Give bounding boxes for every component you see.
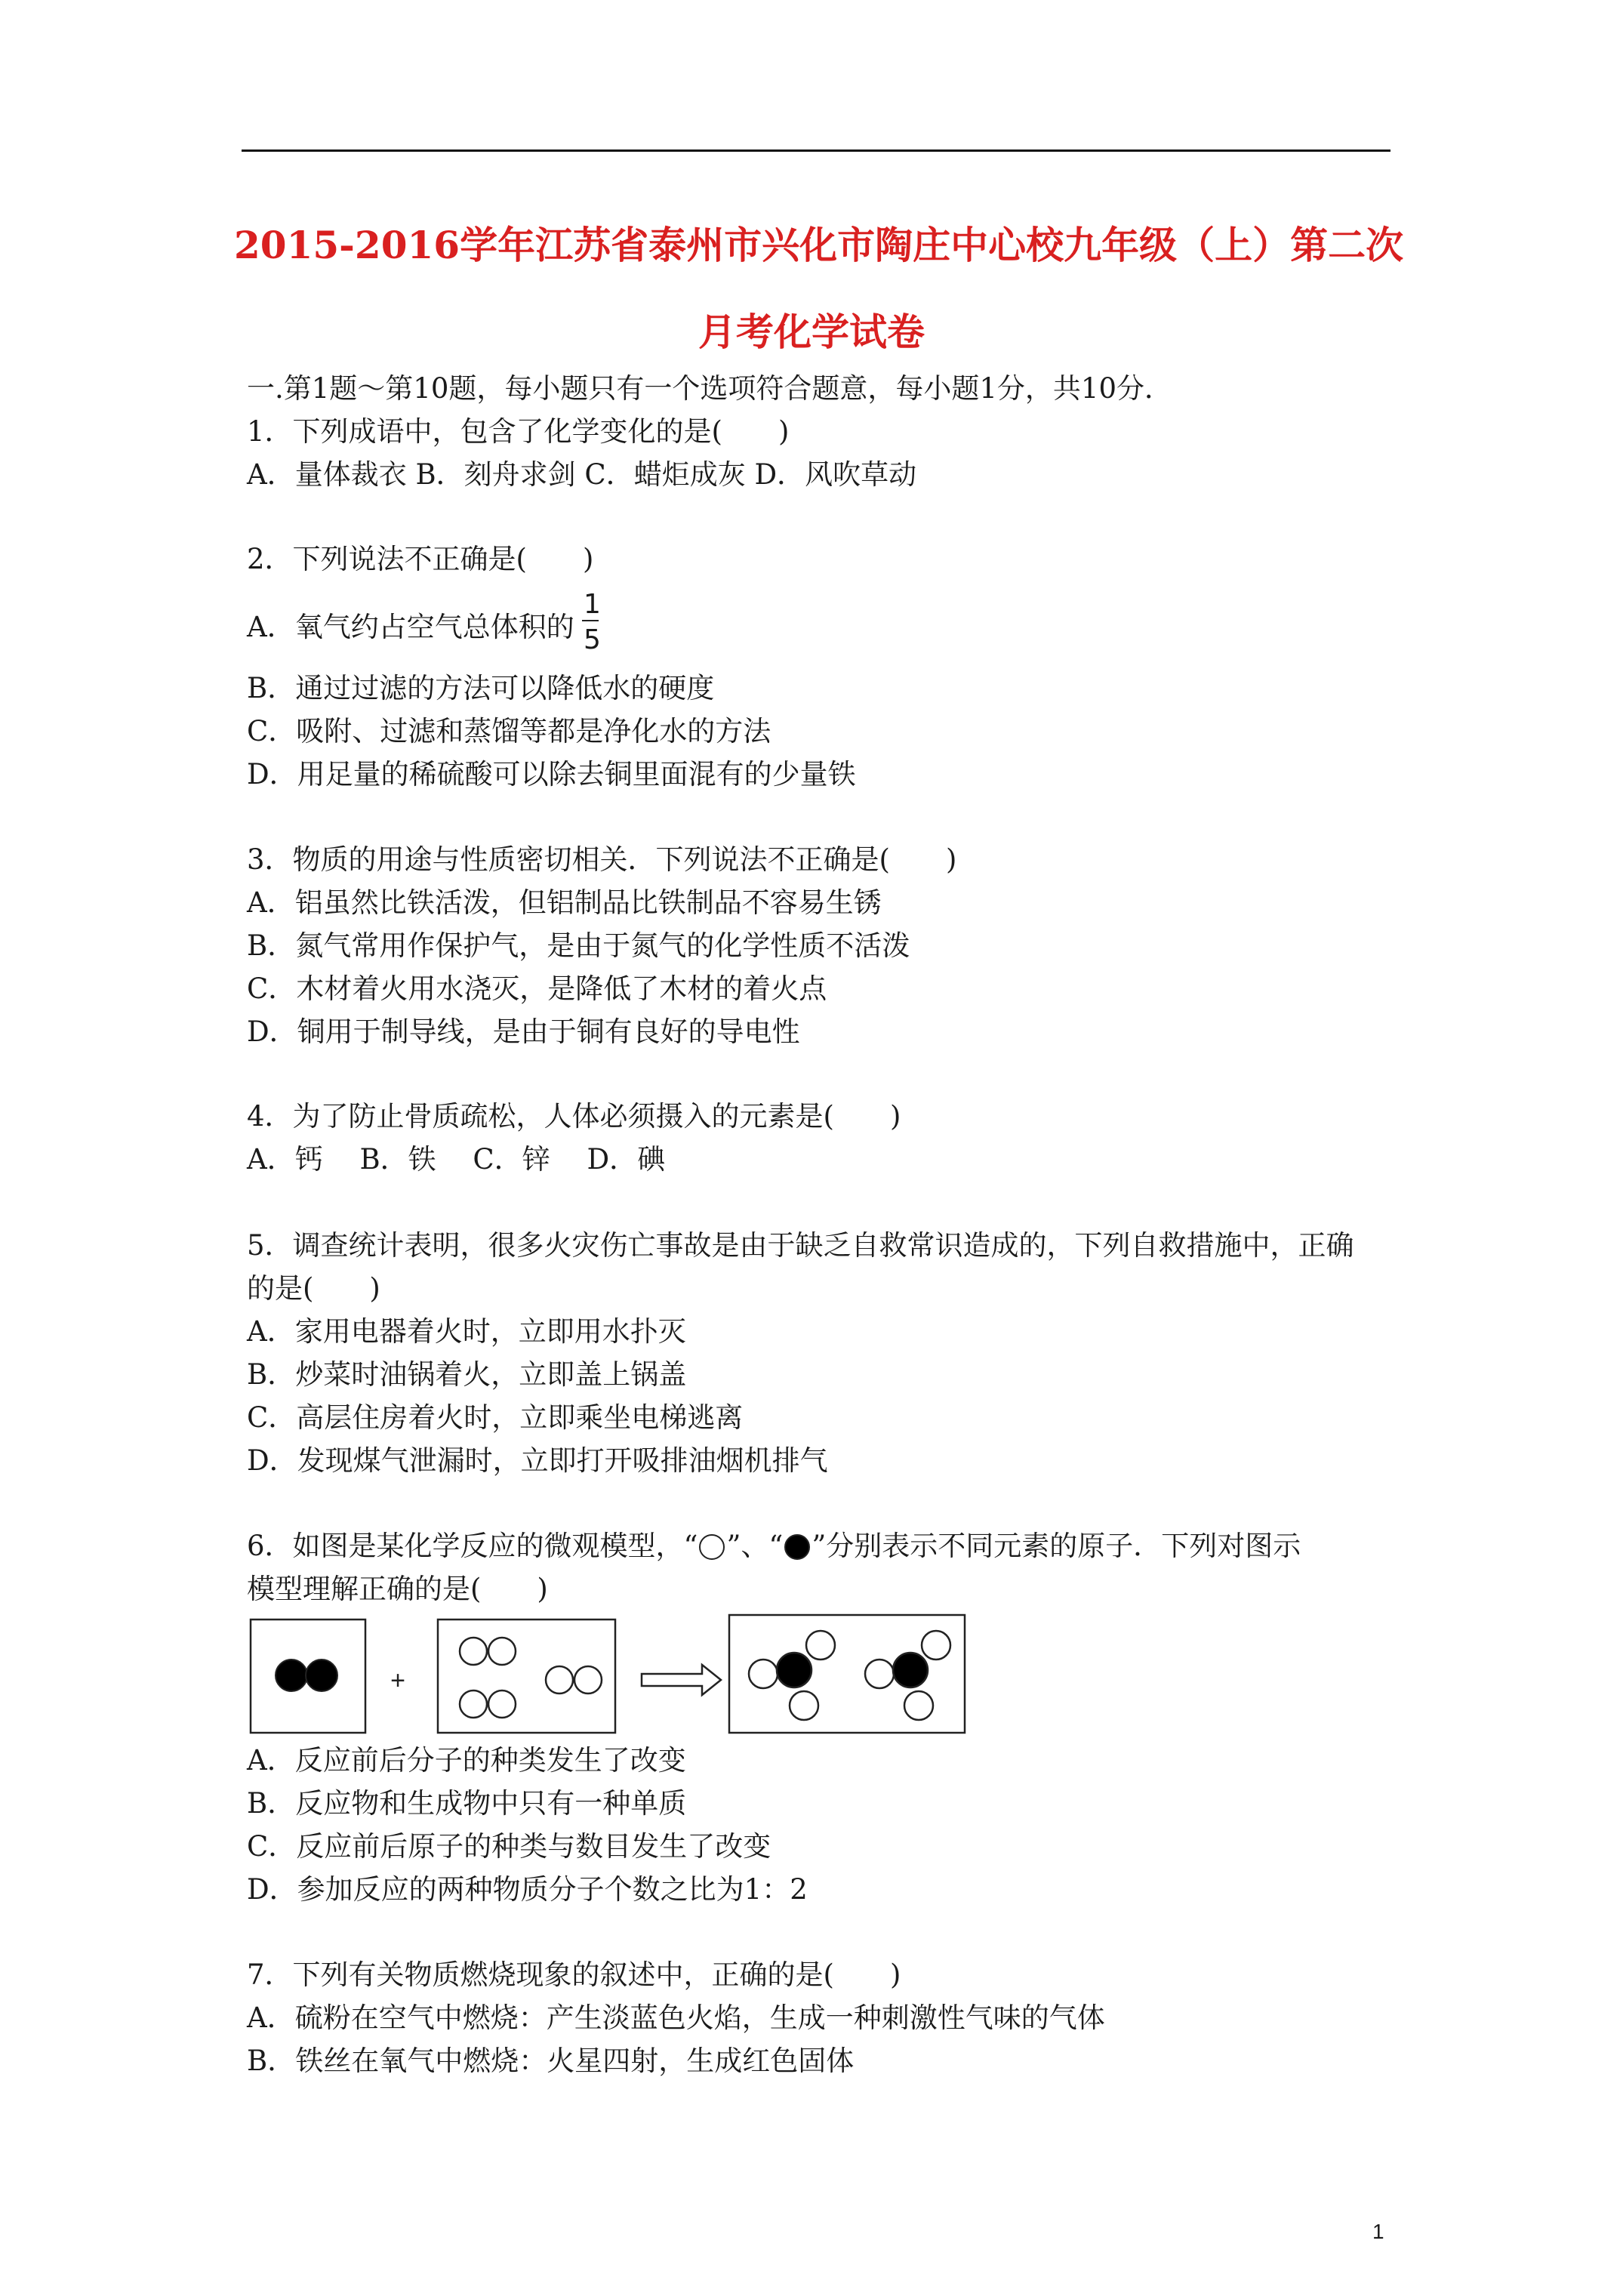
reaction-arrow [642, 1665, 721, 1695]
question-3-option-d: D．铜用于制导线，是由于铜有良好的导电性 [247, 1015, 800, 1048]
question-2-option-a: A．氧气约占空气总体积的 [247, 611, 574, 643]
question-1-stem: 1．下列成语中，包含了化学变化的是( ) [247, 415, 790, 448]
section-heading: 一.第1题～第10题，每小题只有一个选项符合题意，每小题1分，共10分． [247, 372, 1173, 405]
fraction-numerator: 1 [584, 589, 601, 620]
black-molecule [276, 1660, 337, 1691]
question-4-options: A．钙 B．铁 C．锌 D．碘 [247, 1143, 666, 1176]
question-6-option-a: A．反应前后分子的种类发生了改变 [247, 1744, 686, 1777]
white-molecules [460, 1638, 602, 1718]
fraction-bar [582, 620, 599, 621]
product-molecule-2 [865, 1631, 950, 1720]
header-rule [242, 149, 1390, 152]
product-molecule-1 [749, 1631, 835, 1720]
page-title-line-1: 2015-2016学年江苏省泰州市兴化市陶庄中心校九年级（上）第二次 [234, 223, 1404, 267]
question-3-stem: 3．物质的用途与性质密切相关．下列说法不正确是( ) [247, 843, 957, 876]
question-6-stem-cont: 模型理解正确的是( ) [247, 1573, 548, 1605]
question-6-stem-c: ”分别表示不同元素的原子．下列对图示 [812, 1530, 1301, 1562]
question-5-stem-cont: 的是( ) [247, 1272, 380, 1305]
white-atom-icon [699, 1534, 725, 1560]
question-4-stem: 4．为了防止骨质疏松，人体必须摄入的元素是( ) [247, 1100, 901, 1133]
question-7-option-b: B．铁丝在氧气中燃烧：火星四射，生成红色固体 [247, 2045, 855, 2077]
question-6-option-d: D．参加反应的两种物质分子个数之比为1：2 [247, 1873, 808, 1906]
black-atom [306, 1660, 337, 1691]
question-7-stem: 7．下列有关物质燃烧现象的叙述中，正确的是( ) [247, 1959, 901, 1991]
black-atom-icon [784, 1534, 810, 1560]
plus-sign: + [390, 1666, 405, 1695]
question-5-option-a: A．家用电器着火时，立即用水扑灭 [247, 1315, 686, 1348]
page-title-line-2: 月考化学试卷 [698, 310, 925, 354]
question-5-option-b: B．炒菜时油锅着火，立即盖上锅盖 [247, 1358, 687, 1391]
question-5-stem: 5．调查统计表明，很多火灾伤亡事故是由于缺乏自救常识造成的，下列自救措施中，正确 [247, 1229, 1354, 1262]
question-2-option-d: D．用足量的稀硫酸可以除去铜里面混有的少量铁 [247, 758, 856, 791]
question-1-options: A．量体裁衣 B．刻舟求剑 C．蜡炬成灰 D．风吹草动 [247, 458, 917, 491]
question-6-option-b: B．反应物和生成物中只有一种单质 [247, 1787, 687, 1820]
question-2-option-b: B．通过过滤的方法可以降低水的硬度 [247, 672, 715, 704]
question-3-option-a: A．铝虽然比铁活泼，但铝制品比铁制品不容易生锈 [247, 886, 882, 919]
question-6-stem-b: ”、“ [726, 1530, 784, 1562]
question-3-option-b: B．氮气常用作保护气，是由于氮气的化学性质不活泼 [247, 929, 910, 962]
page-number: 1 [1372, 2220, 1384, 2243]
question-2-stem: 2．下列说法不正确是( ) [247, 543, 594, 575]
question-6-stem-a: 6．如图是某化学反应的微观模型，“ [247, 1530, 698, 1562]
question-6-option-c: C．反应前后原子的种类与数目发生了改变 [247, 1830, 771, 1863]
question-7-option-a: A．硫粉在空气中燃烧：产生淡蓝色火焰，生成一种刺激性气味的气体 [247, 2002, 1105, 2034]
black-atom [276, 1660, 307, 1691]
question-6-stem [247, 1532, 1301, 1560]
question-5-option-d: D．发现煤气泄漏时，立即打开吸排油烟机排气 [247, 1444, 828, 1477]
question-2-option-c: C．吸附、过滤和蒸馏等都是净化水的方法 [247, 715, 771, 747]
fraction-denominator: 5 [584, 624, 601, 655]
question-3-option-c: C．木材着火用水浇灭，是降低了木材的着火点 [247, 972, 827, 1005]
reaction-diagram [249, 1613, 974, 1742]
question-5-option-c: C．高层住房着火时，立即乘坐电梯逃离 [247, 1401, 744, 1434]
